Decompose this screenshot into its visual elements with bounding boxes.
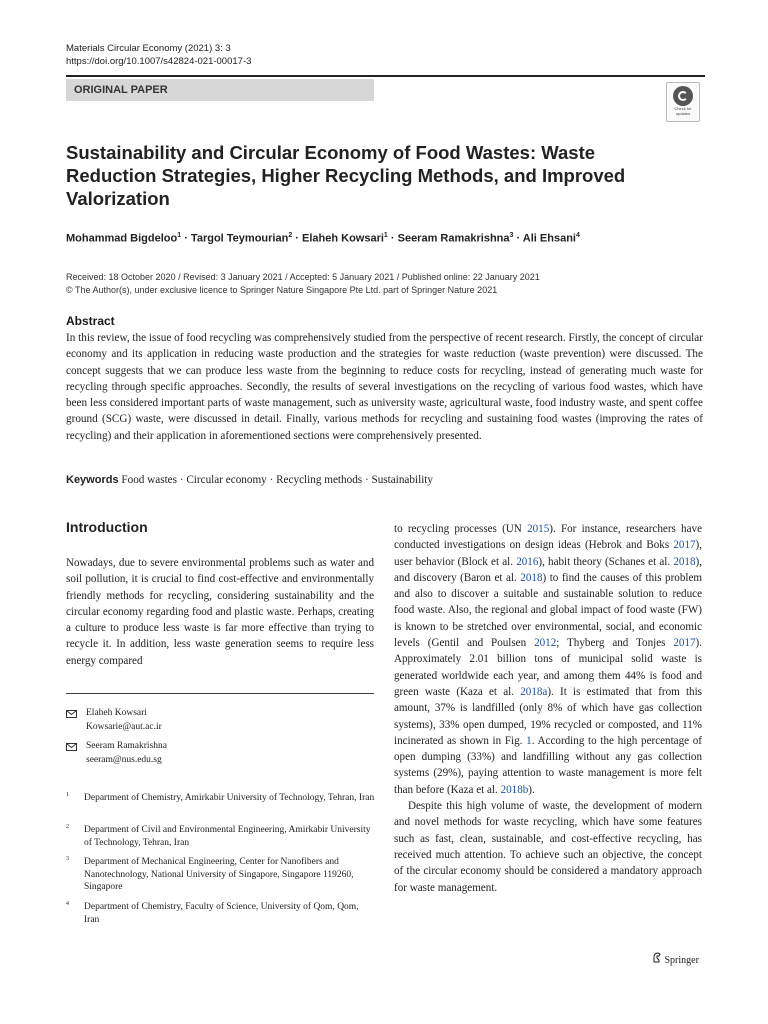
body-text-run: ). (528, 783, 535, 796)
contact-email[interactable]: seeram@nus.edu.sg (86, 755, 162, 765)
journal-header (66, 42, 251, 68)
article-type-banner: ORIGINAL PAPER (66, 79, 374, 101)
abstract-heading: Abstract (66, 314, 115, 328)
copyright-line: © The Author(s), under exclusive licence to Springer Nature Singapore Pte Ltd. part of Springer Nature 2021 (66, 285, 498, 295)
citation-link[interactable]: 2016 (516, 555, 539, 568)
body-text-run: ). It is estimated that from this amount, 37% is landfilled (only 8% of which have gas collection systems), 33% open dumped, 19% recycled or composted, and 11% incinerated as shown in Fig. (394, 685, 702, 747)
author-name[interactable]: Mohammad Bigdeloo (66, 232, 178, 245)
contact-email[interactable]: Kowsarie@aut.ac.ir (86, 722, 162, 732)
citation-link[interactable]: 2017 (673, 539, 696, 552)
springer-horse-icon (652, 952, 662, 963)
author-affiliation-marker: 1 (383, 232, 388, 239)
author-name[interactable]: Elaheh Kowsari (302, 232, 384, 245)
publication-history (66, 271, 540, 297)
footnote-rule (66, 693, 374, 694)
body-text-run: ), and discovery (Baron et al. (394, 555, 702, 584)
citation-link[interactable]: 2017 (673, 637, 696, 650)
intro-right-column (394, 521, 702, 896)
author-affiliation-marker: 1 (177, 232, 182, 239)
contact-name: Seeram Ramakrishna (86, 741, 167, 751)
author-name[interactable]: Seeram Ramakrishna (397, 232, 510, 245)
affiliation-number: 4 (66, 901, 69, 907)
body-text-run: to recycling processes (UN (394, 523, 528, 535)
affiliation (66, 856, 376, 894)
history-dates: Received: 18 October 2020 / Revised: 3 January 2021 / Accepted: 5 January 2021 / Published online: 22 January 2021 (66, 272, 540, 282)
keywords-label: Keywords (66, 474, 119, 486)
affiliation-number: 3 (66, 856, 69, 862)
intro-paragraph-right-2: Despite this high volume of waste, the development of modern and novel methods for waste recycling, which have some features such as fast, clean, sustainable, and cost-effective recycling, has received much attention. To achieve such an objective, the concept of the circular economy should be considered a mandatory approach for waste management. (394, 800, 702, 894)
publisher-name: Springer (664, 955, 699, 966)
update-badge-label: Check for updates (674, 106, 692, 116)
citation-link[interactable]: 2012 (534, 637, 557, 650)
body-text-run: . According to the high percentage of open dumping (33%) and landfilling without any gas collection systems (29%), paying attention to waste management is more felt than before (Kaza et al. (394, 734, 702, 796)
affiliation (66, 901, 376, 926)
affiliation-text: Department of Chemistry, Faculty of Science, University of Qom, Qom, Iran (84, 902, 359, 925)
affiliation (66, 792, 376, 805)
author-list: Mohammad Bigdeloo$^1$ · Targol Teymourian$^2$ · Elaheh Kowsari$^1$ · Seeram Ramakrishna$^3$ · Ali Ehsani$^4$ (66, 232, 580, 245)
doi-link[interactable]: https://doi.org/10.1007/s42824-021-00017-3 (66, 56, 252, 67)
check-for-updates-badge[interactable] (666, 82, 700, 122)
affiliation-number: 2 (66, 824, 69, 830)
body-text-run: ), habit theory (Schanes et al. (538, 555, 674, 568)
section-heading-introduction: Introduction (66, 519, 148, 535)
citation-link[interactable]: 2018 (673, 555, 696, 568)
author-affiliation-marker: 3 (509, 232, 514, 239)
affiliation-text: Department of Mechanical Engineering, Center for Nanofibers and Nanotechnology, National University of Singapore, Singapore 119260, Singapore (84, 857, 354, 892)
affiliation-text: Department of Civil and Environmental Engineering, Amirkabir University of Technology, Tehran, Iran (84, 825, 371, 848)
author-name[interactable]: Targol Teymourian (190, 232, 289, 245)
keywords-text: Food wastes · Circular economy · Recycling methods · Sustainability (121, 474, 434, 486)
author-affiliation-marker: 2 (288, 232, 293, 239)
body-text-run: ). For instance, researchers have conducted investigations on design ideas (Hebrok and Boks (394, 523, 702, 552)
citation-link[interactable]: 2018a (520, 685, 548, 698)
publisher-logo (652, 952, 699, 966)
affiliation (66, 824, 376, 849)
contact-name: Elaheh Kowsari (86, 708, 147, 718)
intro-paragraph-right-1 (394, 521, 702, 798)
citation-link[interactable]: 2018b (500, 783, 529, 796)
journal-citation: Materials Circular Economy (2021) 3: 3 (66, 43, 231, 54)
envelope-icon (66, 743, 77, 751)
intro-paragraph-left: Nowadays, due to severe environmental problems such as water and soil pollution, it is crucial to find cost-effective and environmentally friendly methods for recycling, considering sustainability and the circular economy regarding food and plastic waste. Perhaps, creating a culture to produce less waste is far more effective than trying to recycle it. In addition, less waste generation seems to require less energy compared (66, 557, 374, 667)
article-title: Sustainability and Circular Economy of Food Wastes: Waste Reduction Strategies, Higher Recycling Methods, and Improved Valorization (66, 142, 626, 209)
body-text-run: ; Thyberg and Tonjes (556, 637, 674, 650)
keywords-line (66, 474, 433, 486)
abstract-text: In this review, the issue of food recycling was comprehensively studied from the perspective of recent research. Firstly, the concept of circular economy and its application in reducing waste production and the strategies for waste reduction (waste prevention) were discussed. The concept suggests that we can produce less waste from the beginning to reduce costs for recycling, instead of generating much waste for recycling through specific approaches. Secondly, the results of several investigations on the recycling of various food wastes, which have been less considered important parts of waste management, such as university waste, agricultural waste, food industry waste, and spent coffee ground (SCG) waste, were discussed in detail. Finally, various methods for recycling and sustaining food wastes (improving the rates of recycling) and their application in aforementioned sections were comprehensively presented. (66, 332, 703, 442)
citation-link[interactable]: 1 (526, 734, 532, 747)
author-affiliation-marker: 4 (575, 232, 580, 239)
citation-link[interactable]: 2018 (520, 571, 543, 584)
body-text-run: ). Approximately 2.01 billion tons of municipal solid waste is generated worldwide each year, and among them 44% is food and green waste (Kaza et al. (394, 637, 703, 698)
affiliation-text: Department of Chemistry, Amirkabir University of Technology, Tehran, Iran (84, 793, 375, 803)
header-rule (66, 75, 705, 77)
update-check-icon (673, 86, 693, 106)
author-name[interactable]: Ali Ehsani (522, 232, 576, 245)
envelope-icon (66, 710, 77, 718)
body-text-run: ), user behavior (Block et al. (394, 539, 702, 568)
affiliation-number: 1 (66, 792, 69, 798)
citation-link[interactable]: 2015 (527, 523, 550, 535)
body-text-run: ) to find the causes of this problem and also to discover a suitable and sustainable solution to reduce food waste. Also, the regional and global impact of food waste (FW) is known to be stretched over environmental, social, and economic levels (Gentil and Poulsen (394, 571, 702, 650)
